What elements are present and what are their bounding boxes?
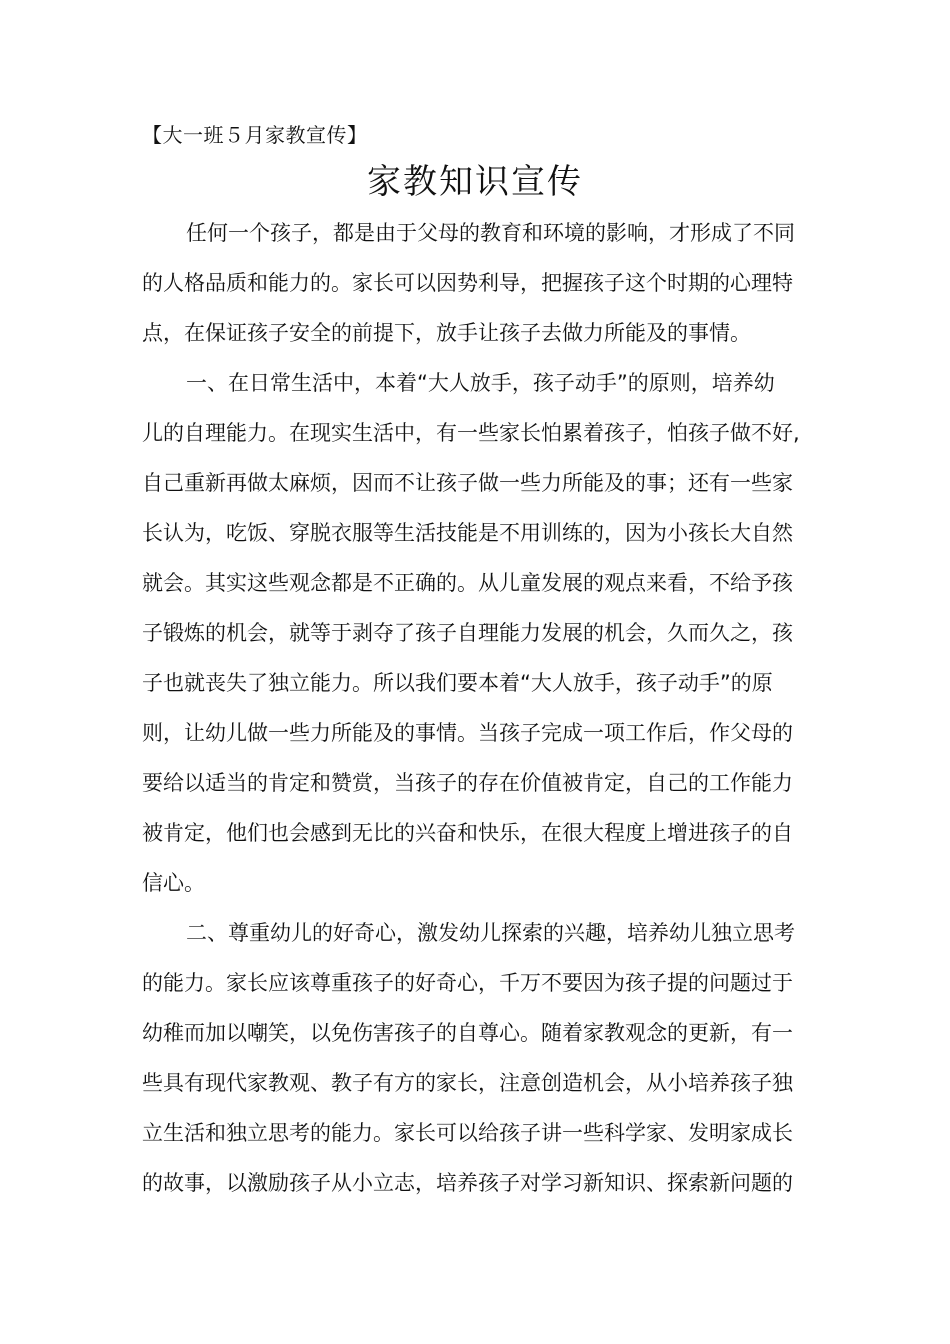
text-line: 任何一个孩子，都是由于父母的教育和环境的影响，才形成了不同 <box>186 221 795 245</box>
text-line: 立生活和独立思考的能力。家长可以给孩子讲一些科学家、发明家成长 <box>142 1121 793 1145</box>
text-line: 被肯定，他们也会感到无比的兴奋和快乐，在很大程度上增进孩子的自 <box>142 821 793 845</box>
text-line: 要给以适当的肯定和赞赏，当孩子的存在价值被肯定，自己的工作能力 <box>142 771 793 795</box>
text-line: 二、尊重幼儿的好奇心，激发幼儿探索的兴趣，培养幼儿独立思考 <box>186 921 795 945</box>
page-title: 家教知识宣传 <box>367 162 583 202</box>
text-line: 点，在保证孩子安全的前提下，放手让孩子去做力所能及的事情。 <box>142 321 751 345</box>
text-line: 的人格品质和能力的。家长可以因势利导，把握孩子这个时期的心理特 <box>142 271 793 295</box>
text-line: 的故事，以激励孩子从小立志，培养孩子对学习新知识、探索新问题的 <box>142 1171 793 1195</box>
text-line: 自己重新再做太麻烦，因而不让孩子做一些力所能及的事；还有一些家 <box>142 471 793 495</box>
text-line: 些具有现代家教观、教子有方的家长，注意创造机会，从小培养孩子独 <box>142 1071 793 1095</box>
class-tag: 【大一班５月家教宣传】 <box>142 123 368 147</box>
text-line: 子锻炼的机会，就等于剥夺了孩子自理能力发展的机会，久而久之，孩 <box>142 621 793 645</box>
text-line: 长认为，吃饭、穿脱衣服等生活技能是不用训练的，因为小孩长大自然 <box>142 521 793 545</box>
text-line: 幼稚而加以嘲笑，以免伤害孩子的自尊心。随着家教观念的更新，有一 <box>142 1021 793 1045</box>
text-line: 一、在日常生活中，本着“大人放手，孩子动手”的原则，培养幼 <box>186 371 775 395</box>
text-line: 信心。 <box>142 871 205 895</box>
text-line: 就会。其实这些观念都是不正确的。从儿童发展的观点来看，不给予孩 <box>142 571 793 595</box>
text-line: 的能力。家长应该尊重孩子的好奇心，千万不要因为孩子提的问题过于 <box>142 971 793 995</box>
text-line: 儿的自理能力。在现实生活中，有一些家长怕累着孩子，怕孩子做不好, <box>142 421 800 445</box>
text-line: 子也就丧失了独立能力。所以我们要本着“大人放手，孩子动手”的原 <box>142 671 773 695</box>
text-line: 则，让幼儿做一些力所能及的事情。当孩子完成一项工作后，作父母的 <box>142 721 793 745</box>
body-text <box>142 208 808 1208</box>
